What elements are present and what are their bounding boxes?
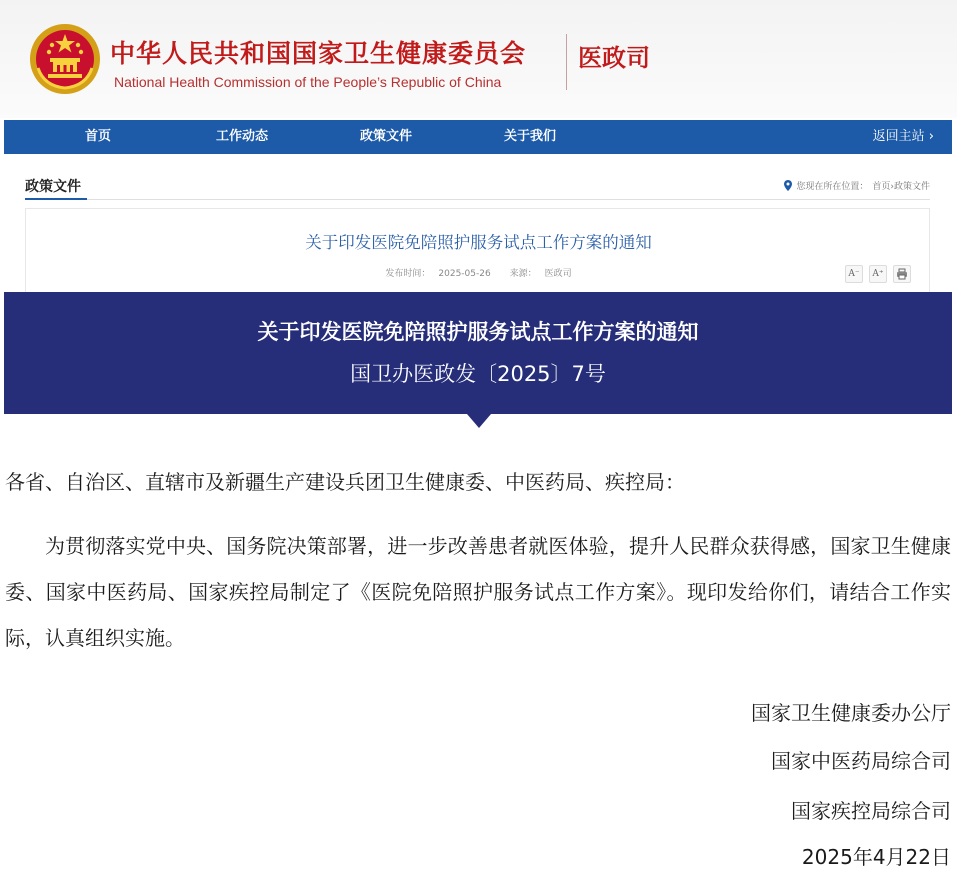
signature-line: 国家中医药局综合司 — [771, 749, 951, 773]
source-label: 来源： — [509, 269, 537, 279]
salutation: 各省、自治区、直辖市及新疆生产建设兵团卫生健康委、中医药局、疾控局： — [5, 470, 685, 494]
org-name-en: National Health Commission of the People’s Republic of China — [114, 74, 502, 90]
section-divider — [25, 199, 930, 200]
breadcrumb-path[interactable]: 首页›政策文件 — [872, 182, 930, 192]
signature-line: 国家疾控局综合司 — [791, 799, 951, 823]
breadcrumb — [784, 179, 930, 192]
document-banner — [4, 292, 952, 414]
section-title: 政策文件 — [25, 179, 81, 195]
back-to-main-site-link[interactable]: 返回主站 › — [872, 129, 934, 144]
document-number: 国卫办医政发〔2025〕7号 — [350, 362, 606, 386]
nav-item-home[interactable]: 首页 — [84, 129, 111, 144]
dept-name: 医政司 — [578, 44, 650, 72]
location-pin-icon — [784, 180, 792, 191]
signature-line: 国家卫生健康委办公厅 — [751, 701, 951, 725]
signature-date: 2025年4月22日 — [801, 845, 951, 869]
print-icon — [896, 268, 908, 280]
national-emblem-icon — [28, 22, 102, 96]
article-tools — [845, 265, 911, 283]
section-title-underline — [25, 198, 87, 200]
main-nav — [4, 120, 952, 154]
publish-date: 2025-05-26 — [438, 269, 491, 279]
banner-title: 关于印发医院免陪照护服务试点工作方案的通知 — [257, 320, 699, 344]
article-title: 关于印发医院免陪照护服务试点工作方案的通知 — [305, 233, 652, 252]
source-value: 医政司 — [544, 269, 572, 279]
header-divider — [566, 34, 567, 90]
article-card — [25, 208, 930, 298]
org-name-cn: 中华人民共和国国家卫生健康委员会 — [110, 39, 527, 68]
publish-label: 发布时间： — [385, 269, 431, 279]
nav-item-work-news[interactable]: 工作动态 — [215, 129, 268, 144]
font-increase-button[interactable]: A⁺ — [869, 265, 887, 283]
print-button[interactable] — [893, 265, 911, 283]
body-paragraph: 为贯彻落实党中央、国务院决策部署，进一步改善患者就医体验，提升人民群众获得感，国家卫生健康委、国家中医药局、国家疾控局制定了《医院免陪照护服务试点工作方案》。现印发给你们，请结合工作实际，认真组织实施。 — [5, 534, 951, 650]
banner-pointer — [467, 414, 491, 428]
font-decrease-button[interactable]: A⁻ — [845, 265, 863, 283]
site-header — [0, 0, 957, 118]
nav-item-policy-docs[interactable]: 政策文件 — [359, 129, 412, 144]
article-body — [5, 459, 951, 661]
nav-item-about-us[interactable]: 关于我们 — [503, 129, 556, 144]
article-meta — [26, 266, 931, 279]
breadcrumb-prefix: 您现在所在位置： — [796, 182, 869, 192]
